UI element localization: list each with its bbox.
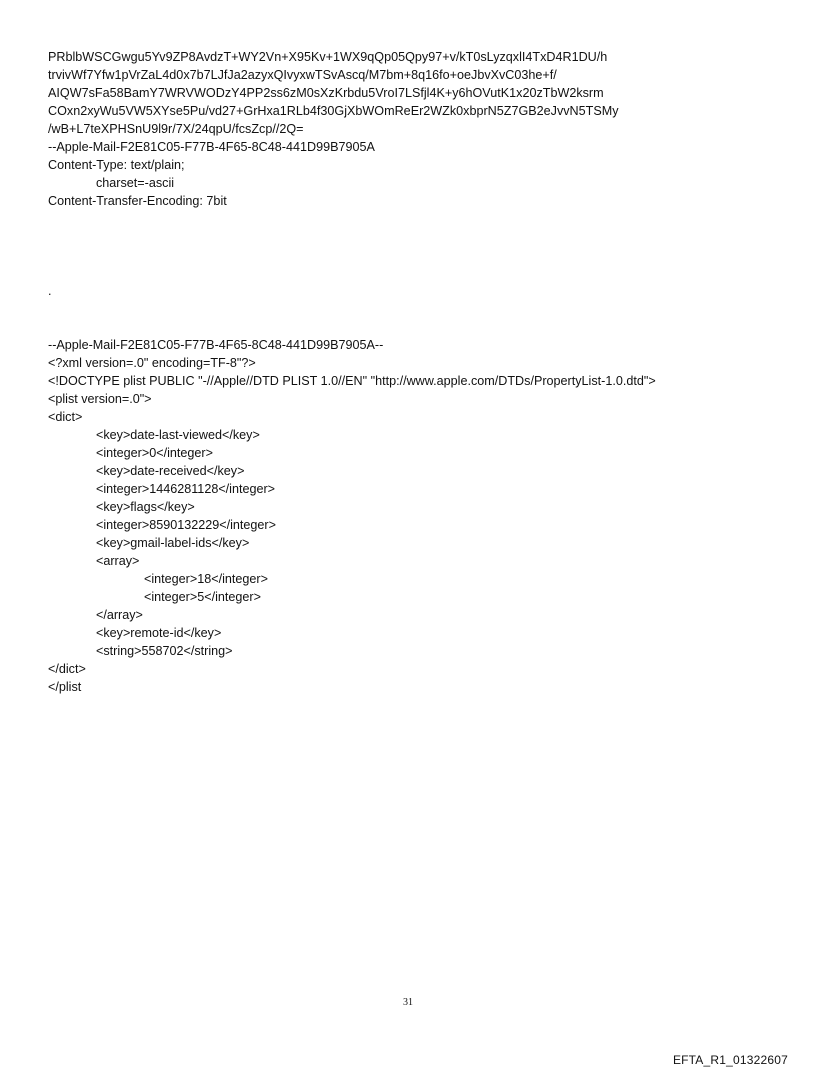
dict-entry: <integer>8590132229</integer> bbox=[96, 518, 276, 532]
dict-close: </dict> bbox=[48, 662, 86, 676]
mime-boundary: --Apple-Mail-F2E81C05-F77B-4F65-8C48-441D99B7905A bbox=[48, 140, 375, 154]
dict-open: <dict> bbox=[48, 410, 83, 424]
blank-space bbox=[48, 210, 788, 282]
dict-entry: <key>flags</key> bbox=[96, 500, 195, 514]
transfer-encoding-header: Content-Transfer-Encoding: 7bit bbox=[48, 194, 227, 208]
plist-close: </plist bbox=[48, 680, 82, 694]
charset-line: charset=-ascii bbox=[96, 176, 175, 190]
blank-space bbox=[48, 300, 788, 336]
content-type-header: Content-Type: text/plain; bbox=[48, 158, 185, 172]
plist-open: <plist version=.0"> bbox=[48, 392, 152, 406]
document-body bbox=[48, 48, 788, 696]
dict-entry: <integer>1446281128</integer> bbox=[96, 482, 276, 496]
encoded-line: /wB+L7teXPHSnU9l9r/7X/24qpU/fcsZcp//2Q= bbox=[48, 122, 304, 136]
dict-entry: <key>date-last-viewed</key> bbox=[96, 428, 260, 442]
encoded-line: COxn2xyWu5VW5XYse5Pu/vd27+GrHxa1RLb4f30GjXbWOmReEr2WZk0xbprN5Z7GB2eJvvN5TSMy bbox=[48, 104, 619, 118]
doctype-line: <!DOCTYPE plist PUBLIC "-//Apple//DTD PLIST 1.0//EN" "http://www.apple.com/DTDs/PropertyList-1.0.dtd"> bbox=[48, 374, 656, 388]
xml-declaration: <?xml version=.0" encoding=TF-8"?> bbox=[48, 356, 256, 370]
array-entry: <integer>18</integer> bbox=[144, 572, 268, 586]
dict-entry: <integer>0</integer> bbox=[96, 446, 213, 460]
array-open: <array> bbox=[96, 554, 140, 568]
mime-boundary-end: --Apple-Mail-F2E81C05-F77B-4F65-8C48-441D99B7905A-- bbox=[48, 338, 384, 352]
encoded-line: AIQW7sFa58BamY7WRVWODzY4PP2ss6zM0sXzKrbdu5VroI7LSfjl4K+y6hOVutK1x20zTbW2ksrm bbox=[48, 86, 604, 100]
page-number: 31 bbox=[403, 997, 413, 1008]
dict-entry: <key>date-received</key> bbox=[96, 464, 245, 478]
bates-stamp: EFTA_R1_01322607 bbox=[672, 1053, 788, 1067]
array-close: </array> bbox=[96, 608, 143, 622]
encoded-line: PRblbWSCGwgu5Yv9ZP8AvdzT+WY2Vn+X95Kv+1WX9qQp05Qpy97+v/kT0sLyzqxlI4TxD4R1DU/h bbox=[48, 50, 608, 64]
dict-entry: <key>gmail-label-ids</key> bbox=[96, 536, 250, 550]
array-entry: <integer>5</integer> bbox=[144, 590, 261, 604]
dict-entry: <key>remote-id</key> bbox=[96, 626, 222, 640]
dot-line: . bbox=[48, 284, 52, 298]
dict-entry: <string>558702</string> bbox=[96, 644, 233, 658]
encoded-line: trvivWf7Yfw1pVrZaL4d0x7b7LJfJa2azyxQIvyxwTSvAscq/M7bm+8q16fo+oeJbvXvC03he+f/ bbox=[48, 68, 557, 82]
